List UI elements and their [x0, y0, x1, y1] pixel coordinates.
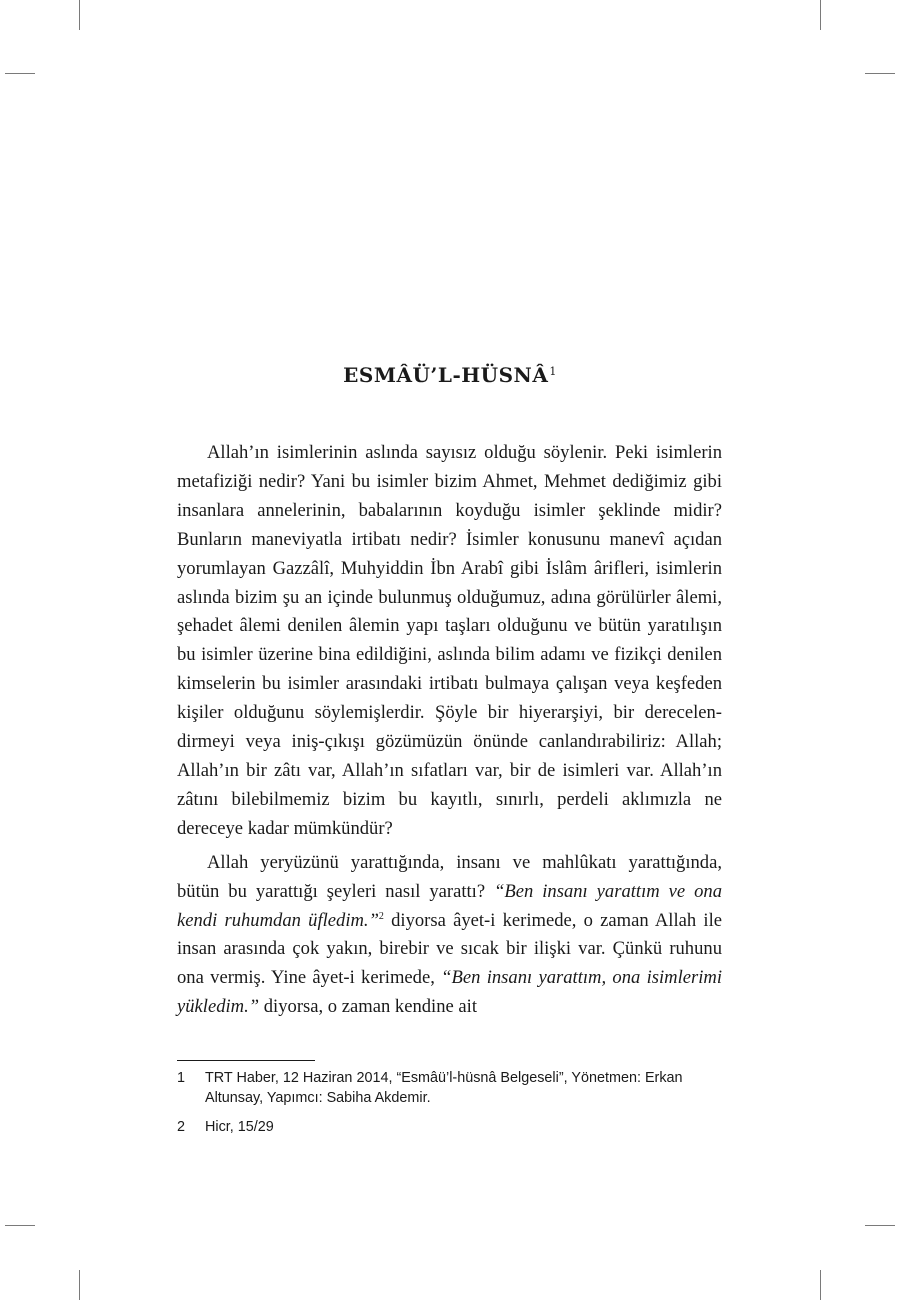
footnote-divider	[177, 1060, 315, 1061]
chapter-title	[0, 363, 900, 387]
crop-mark-left-bottom	[5, 1225, 35, 1226]
footnote-number: 2	[177, 1119, 186, 1135]
footnote-ref-2[interactable]: 2	[378, 910, 384, 922]
crop-mark-top-right	[820, 0, 821, 30]
footnotes	[177, 1068, 722, 1146]
chapter-title-text: ESMÂÜ’L-HÜSNÂ	[343, 363, 549, 388]
crop-mark-left-top	[5, 73, 35, 74]
paragraph-2: Allah yeryüzünü yarattığında, insanı ve mahlûkatı yarattığında, bütün bu yarattığı şeyleri nasıl yarattı? “Ben insanı yarattım ve ona kendi ruhumdan üfledim.”$^2$ diyorsa âyet-i kerimede, o zaman Allah ile insan arasında çok yakın, birebir ve sıcak bir ilişki var. Çünkü ruhunu ona vermiş. Yine âyet-i kerimede, “Ben insanı yarattım, ona isimlerimi yükledim.” diyorsa, o zaman kendine ait	[177, 851, 722, 1018]
footnote-item	[177, 1117, 722, 1137]
quote-verse-2: “Ben insanı yarattım, ona isimlerimi yükledim.”	[177, 967, 722, 1018]
footnote-text: Hicr, 15/29	[205, 1119, 274, 1135]
crop-mark-bottom-right	[820, 1270, 821, 1300]
quote-verse-1: “Ben insanı yarattım ve ona kendi ruhumdan üfledim.”	[177, 880, 722, 931]
body-text	[177, 439, 722, 1022]
footnote-text: TRT Haber, 12 Haziran 2014, “Esmâü’l-hüsnâ Belgeseli”, Yönetmen: Erkan Altunsay, Yapımcı: Sabiha Akdemir.	[205, 1070, 683, 1106]
footnote-ref-1[interactable]: 1	[549, 365, 557, 379]
crop-mark-bottom-left	[79, 1270, 80, 1300]
crop-mark-top-left	[79, 0, 80, 30]
footnote-item	[177, 1068, 722, 1108]
footnote-number: 1	[177, 1070, 186, 1086]
paragraph-1: Allah’ın isimlerinin aslında sayısız olduğu söylenir. Peki isimlerin metafiziği nedir? Yani bu isimler bizim Ahmet, Mehmet dediğimiz gibi insanlara annelerinin, babalarının koyduğu isimler şeklinde midir? Bunların maneviyatla irtibatı nedir? İsimler konusunu manevî açıdan yorumlayan Gazzâlî, Muhyiddin İbn Arabî gibi İslâm ârifleri, isimlerin aslında bizim şu an içinde bulunmuş olduğumuz, adına görülürler âlemi, şehadet âlemi denilen âlemin yapı taşları olduğunu ve bütün yaratılışın bu isimler üzerine bina edildiğini, aslında bilim adamı ve fizikçi denilen kimselerin bu isimler arasındaki irtibatı bulmaya çalışan veya keşfeden kişiler olduğunu söylemişlerdir. Şöyle bir hiyerarşiyi, bir derecelendirmeyi veya iniş-çıkışı gözümüzün önünde canlandırabiliriz: Allah; Allah’ın bir zâtı var, Allah’ın sıfatları var, bir de isimleri var. Allah’ın zâtını bilebilmemiz bizim bu kayıtlı, sınırlı, perdeli aklımızla ne dereceye kadar mümkündür?	[177, 442, 722, 839]
crop-mark-right-top	[865, 73, 895, 74]
crop-mark-right-bottom	[865, 1225, 895, 1226]
